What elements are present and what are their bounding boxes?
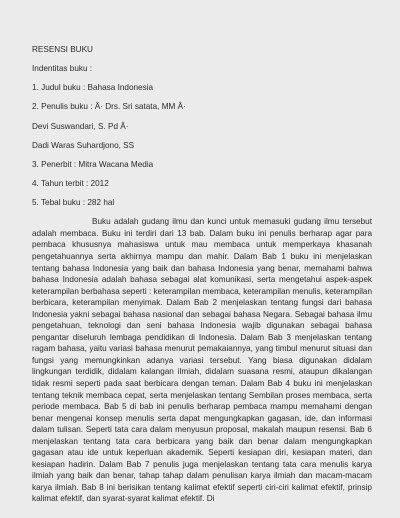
book-title-item: 1. Judul buku : Bahasa Indonesia <box>32 83 154 93</box>
book-author-third: Dadi Waras Suhardjono, SS <box>32 140 135 150</box>
book-author-second: Devi Suswandari, S. Pd Â· <box>32 121 129 131</box>
document-title: RESENSI BUKU <box>32 45 93 54</box>
body-paragraph: Buku adalah gudang ilmu dan kunci untuk memasuki gudang ilmu tersebut adalah membaca. Buku ini terdiri dari 13 bab. Dalam buku ini penulis berharap agar para pembaca khususnya mahasiswa untuk mau membaca untuk memperkaya khasanah pengetahuannya serta akhirnya mampu dan mahir. Dalam Bab 1 buku ini menjelaskan tentang bahasa Indonesia yang baik dan bahasa Indonesia yang benar, memahami bahwa bahasa Indonesia adalah bahasa sebagai alat komunikasi, serta mengetahui aspek-aspek keterampilan berbahasa seperti : keterampilan membaca, keterampilan menulis, keterampilan berbicara, keterampilan menyimak. Dalam Bab 2 menjelaskan tentang fungsi dari bahasa Indonesia yakni sebagai bahasa nasional dan sebagai bahasa Negara. Sebagai bahasa ilmu pengetahuan, teknologi dan seni bahasa Indonesia wajib digunakan sebagai bahasa pengantar diseluruh lembaga pendidikan di Indonesia. Dalam Bab 3 menjelaskan tentang ragam bahasa, yaitu variasi bahasa menurut pemakaiannya, yang timbul menurut situasi dan fungsi yang memungkinkan adanya variasi tersebut. Yang biasa digunakan didalam lingkungan terdidik, didalam kalangan ilmiah, didalam suasana resmi, ataupun dikalangan tidak resmi seperti pada saat berbicara dengan teman. Dalam Bab 4 buku ini menjelaskan tentang teknik membaca cepat, serta menjelaskan tentang Sembilan proses membaca, serta periode membaca. Bab 5 di bab ini penulis berharap pembaca mampu memahami dengan benar mengenai konsep menulis serta dapat mengungkapkan gagasan, ide, dan informasi dalam tulisan. Seperti tata cara dalam menyusun proposal, makalah maupun resensi. Bab 6 menjelaskan tentang tata cara berbicara yang baik dan benar dalam mengungkapkan gagasan atau ide untuk keperluan akademik. Seperti kesiapan diri, kesiapan materi, dan kesiapan hadirin. Dalam Bab 7 penulis juga menjelaskan tentang tata cara menulis karya ilmiah yang baik dan benar, tahap tahap dalam penulisan karya ilmiah dan macam-macam karya ilmiah. Bab 8 ini berisikan tentang kalimat efektif seperti ciri-ciri kalimat efektif, prinsip kalimat efektif, dan syarat-syarat kalimat efektif. Di <box>32 217 372 504</box>
book-publisher-item: 3. Penerbit : Mitra Wacana Media <box>32 159 154 169</box>
identity-heading: Indentitas buku : <box>32 64 93 73</box>
book-author-item: 2. Penulis buku : Â· Drs. Sri satata, MM Â· <box>32 102 186 112</box>
book-pages-item: 5. Tebal buku : 282 hal <box>32 198 115 208</box>
book-year-item: 4. Tahun terbit : 2012 <box>32 179 109 189</box>
